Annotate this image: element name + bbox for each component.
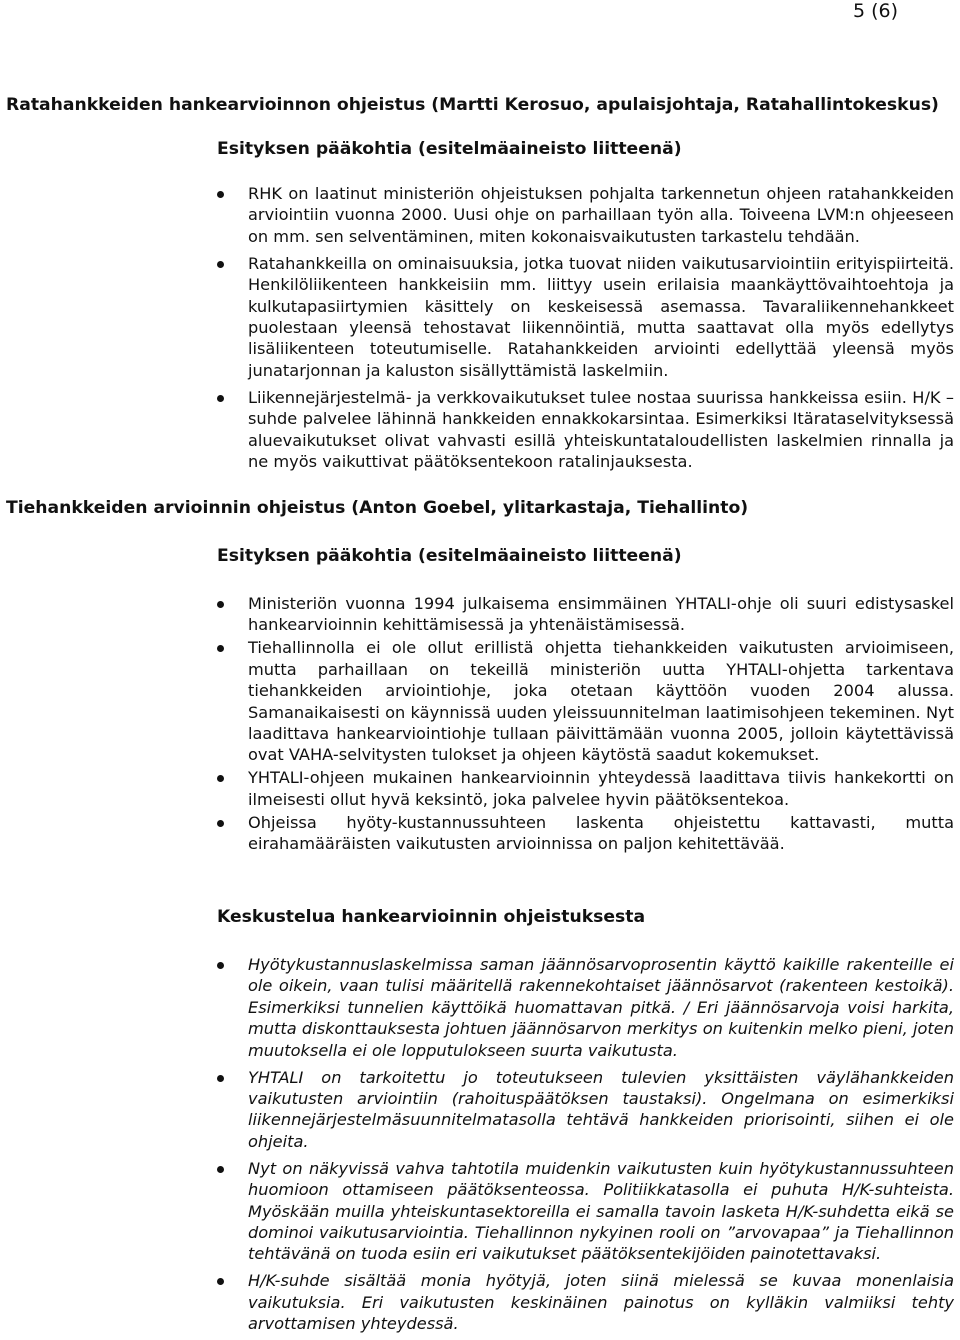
list-item <box>0 593 960 636</box>
list-item <box>0 1158 960 1265</box>
section-subheading-discussion: Keskustelua hankearvioinnin ohjeistuksesta <box>217 907 646 927</box>
list-item <box>0 767 960 810</box>
list-item-text: Liikennejärjestelmä- ja verkkovaikutukset tulee nostaa suurissa hankkeissa esiin. H/K –suhde palvelee lähinnä hankkeiden ennakkokarsintaa. Esimerkiksi Itärataselvityksessä aluevaikutukset olivat vahvasti esillä yhteiskuntataloudellisten laskelmien rinnalla ja ne myös vaikuttivat päätöksentekoon ratalinjauksesta. <box>248 387 954 472</box>
list-item-text: YHTALI on tarkoitettu jo toteutukseen tulevien yksittäisten väylähankkeiden vaikutusten arviointiin (rahoituspäätöksen taustaksi). Ongelmana on esimerkiksi liikennejärjestelmäsuunnitelmatasolla tehtävä hankkeiden priorisointi, siihen ei ole ohjeita. <box>248 1067 954 1151</box>
list-item <box>0 253 960 381</box>
list-item-text: Hyötykustannuslaskelmissa saman jäännösarvoprosentin käyttö kaikille rakenteille ei ole oikein, vaan tulisi määritellä rakennekohtaiset jäännösarvot (rakenteen kestoikä). Esimerkiksi tunnelien käyttöikä huomattavan pitkä. / Eri jäännösarvoja voisi harkita, mutta diskonttauksesta johtuen jäännösarvon merkitys on kuitenkin melko pieni, joten muutoksella ei ole lopputulokseen suurta vaikutusta. <box>248 955 954 1060</box>
bullet-icon <box>217 1075 224 1082</box>
bullet-list-rail <box>0 183 960 478</box>
bullet-icon <box>217 601 224 608</box>
section-subheading-rail: Esityksen pääkohtia (esitelmäaineisto liitteenä) <box>217 139 682 159</box>
page-number: 5 (6) <box>852 0 898 22</box>
list-item-text: Nyt on näkyvissä vahva tahtotila muidenkin vaikutusten kuin hyötykustannussuhteen huomioon ottamiseen päätöksenteossa. Politiikkatasolla ei puhuta H/K-suhteista. Myöskään muilla yhteiskuntasektoreilla ei samalla tavoin lasketa H/K-suhdetta eikä se dominoi vaikutusarviointia. Tiehallinnon nykyinen rooli on ”arvovapaa” ja Tiehallinnon tehtävänä on tuoda esiin eri vaikutukset päätöksentekijöiden painotettavaksi. <box>248 1158 954 1264</box>
list-item <box>0 387 960 473</box>
bullet-icon <box>217 191 224 198</box>
bullet-icon <box>217 962 224 969</box>
bullet-icon <box>217 261 224 268</box>
list-item-text: Ministeriön vuonna 1994 julkaisema ensimmäinen YHTALI-ohje oli suuri edistysaskel hankearvioinnin kehittämisessä ja yhtenäistämisessä. <box>248 594 954 635</box>
list-item-text: Ohjeissa hyöty-kustannussuhteen laskenta ohjeistettu kattavasti, mutta eirahamääräisten vaikutusten arvioinnissa on paljon kehitettävää. <box>248 812 954 854</box>
bullet-icon <box>217 775 224 782</box>
list-item <box>0 637 960 765</box>
bullet-icon <box>217 1278 224 1285</box>
bullet-list-road <box>0 593 960 856</box>
list-item <box>0 954 960 1061</box>
list-item-text: Ratahankkeilla on ominaisuuksia, jotka tuovat niiden vaikutusarviointiin erityispiirteitä. Henkilöliikenteen hankkeisiin mm. liittyy usein erilaisia maankäyttövaihtoehtoja ja kulkutapasiirtymien käsittely on keskeisessä asemassa. Tavaraliikennehankkeet puolestaan yleensä tehostavat liikennöintiä, mutta saattavat olla myös edellytys lisäliikenteen toteutumiselle. Ratahankkeiden arviointi edellyttää yleensä myös junatarjonnan ja kaluston sisällyttämistä laskelmiin. <box>248 253 954 380</box>
list-item-text: H/K-suhde sisältää monia hyötyjä, joten siinä mielessä se kuvaa monenlaisia vaikutuksia. Eri vaikutusten keskinäinen painotus on kylläkin valmiiksi tehty arvottamisen yhteydessä. <box>248 1271 954 1334</box>
section-subheading-road: Esityksen pääkohtia (esitelmäaineisto liitteenä) <box>217 546 682 566</box>
list-item <box>0 1067 960 1153</box>
list-item <box>0 183 960 247</box>
list-item <box>0 812 960 855</box>
bullet-icon <box>217 1166 224 1173</box>
section-heading-rail: Ratahankkeiden hankearvioinnon ohjeistus (Martti Kerosuo, apulaisjohtaja, Ratahallintokeskus) <box>6 95 939 115</box>
list-item-text: Tiehallinnolla ei ole ollut erillistä ohjetta tiehankkeiden vaikutusten arvioimiseen, mutta parhaillaan on tekeillä ministeriön uutta YHTALI-ohjetta tarkentava tiehankkeiden arviointiohje, joka otetaan käyttöön vuoden 2004 alussa. Samanaikaisesti on käynnissä uuden yleissuunnitelman laatimisohjeen tekeminen. Nyt laadittava hankearviointiohje tullaan päivittämään vuonna 2005, jolloin käytettävissä ovat VAHA-selvitysten tulokset ja ohjeen käytöstä saadut kokemukset. <box>248 638 954 765</box>
bullet-icon <box>217 395 224 402</box>
list-item-text: YHTALI-ohjeen mukainen hankearvioinnin yhteydessä laadittava tiivis hankekortti on ilmeisesti ollut hyvä keksintö, joka palvelee hyvin päätöksentekoa. <box>248 768 954 809</box>
list-item-text: RHK on laatinut ministeriön ohjeistuksen pohjalta tarkennetun ohjeen ratahankkeiden arviointiin vuonna 2000. Uusi ohje on parhaillaan työn alla. Toiveena LVM:n ohjeeseen on mm. sen selventäminen, miten kokonaisvaikutusten tarkastelu tehdään. <box>248 184 954 246</box>
list-item <box>0 1270 960 1334</box>
bullet-icon <box>217 645 224 652</box>
bullet-list-discussion <box>0 954 960 1340</box>
section-heading-road: Tiehankkeiden arvioinnin ohjeistus (Anton Goebel, ylitarkastaja, Tiehallinto) <box>6 498 749 518</box>
bullet-icon <box>217 820 224 827</box>
